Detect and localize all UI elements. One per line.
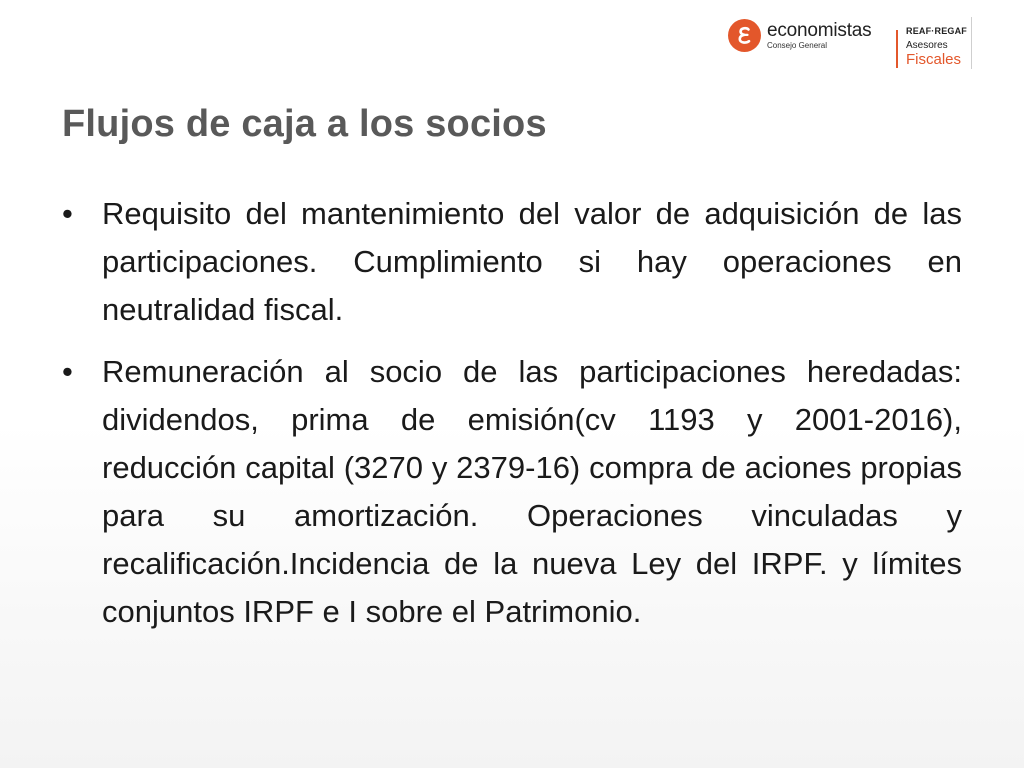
reaf-logo-accent-bar: [896, 30, 898, 68]
reaf-logo-divider: [971, 17, 972, 69]
bullet-text: Requisito del mantenimiento del valor de adquisición de las participaciones. Cumplimiento si hay operaciones en neutralidad fiscal.: [102, 196, 962, 327]
bullet-item: [62, 348, 962, 636]
reaf-logo-line2: Fiscales: [906, 51, 962, 68]
reaf-logo-name: REAF·REGAF: [906, 26, 967, 36]
economistas-logo: [728, 15, 871, 55]
economistas-logo-mark-icon: [728, 19, 761, 52]
bullet-list: [62, 190, 962, 636]
economistas-logo-title: economistas: [767, 19, 872, 41]
reaf-logo-line1: Asesores: [906, 40, 948, 51]
bullet-item: [62, 190, 962, 334]
economistas-logo-subtitle: Consejo General: [767, 40, 828, 50]
reaf-regaf-logo: [896, 17, 974, 69]
bullet-text: Remuneración al socio de las participaciones heredadas: dividendos, prima de emisión(cv 1193 y 2001-2016), reducción capital (3270 y 2379-16) compra de aciones propias para su amortización. Operaciones vinculadas y recalificación.Incidencia de la nueva Ley del IRPF. y límites conjuntos IRPF e I sobre el Patrimonio.: [102, 354, 962, 629]
bullet-dot-icon: •: [62, 354, 73, 389]
slide-title: Flujos de caja a los socios: [62, 103, 547, 145]
bullet-dot-icon: •: [62, 196, 73, 231]
